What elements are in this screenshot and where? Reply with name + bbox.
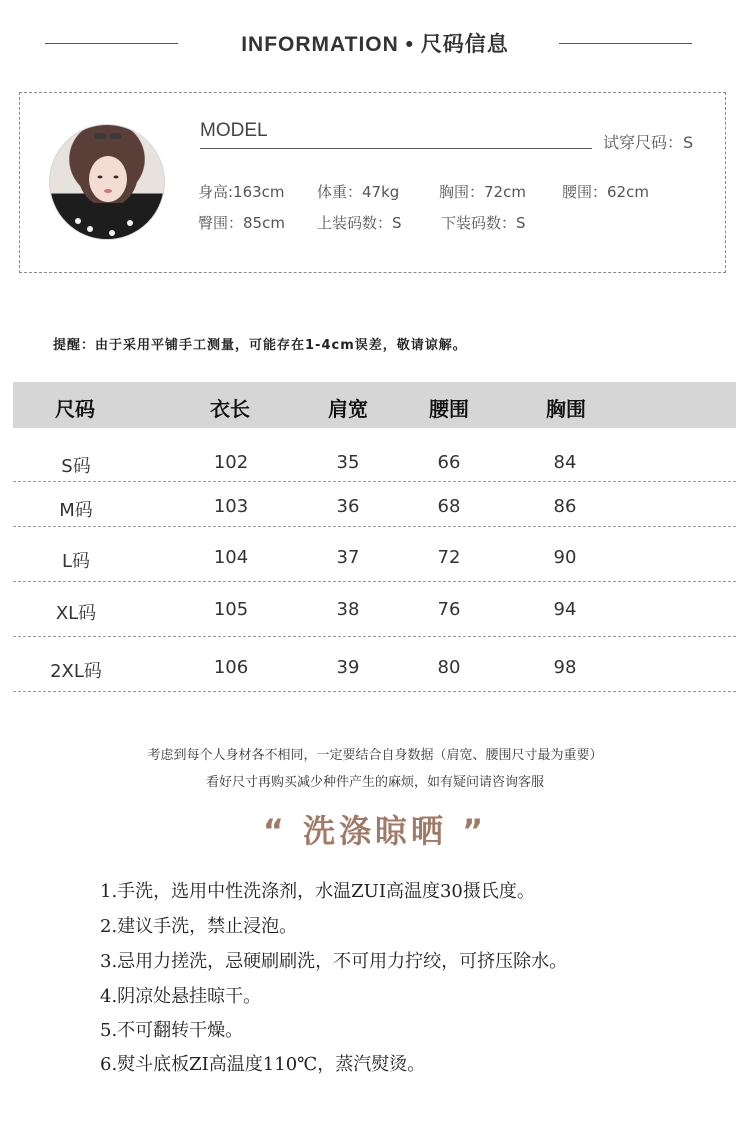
model-bottom-size: 下装码数：S bbox=[441, 214, 526, 232]
table-header-waist: 腰围 bbox=[429, 397, 469, 421]
table-cell-size: 2XL码 bbox=[50, 661, 102, 682]
table-cell-bust: 84 bbox=[553, 452, 577, 473]
table-cell-bust: 90 bbox=[553, 547, 577, 568]
model-hip: 臀围：85cm bbox=[198, 214, 285, 232]
table-cell-shoulder: 37 bbox=[336, 547, 360, 568]
size-tip-line-1: 考虑到每个人身材各不相同，一定要结合自身数据（肩宽、腰围尺寸最为重要） bbox=[147, 748, 603, 763]
table-cell-waist: 80 bbox=[437, 657, 461, 678]
table-cell-length: 103 bbox=[213, 496, 249, 517]
care-item: 4.阴凉处悬挂晾干。 bbox=[100, 986, 262, 1007]
model-label: MODEL bbox=[200, 120, 268, 141]
model-bust: 胸围：72cm bbox=[439, 183, 526, 201]
model-top-size: 上装码数：S bbox=[317, 214, 402, 232]
table-cell-shoulder: 35 bbox=[336, 452, 360, 473]
table-cell-size: S码 bbox=[61, 456, 91, 477]
header-divider-right bbox=[559, 43, 692, 44]
measurement-note: 提醒：由于采用平铺手工测量，可能存在1-4cm误差，敬请谅解。 bbox=[53, 338, 467, 353]
table-cell-size: M码 bbox=[59, 500, 93, 521]
table-cell-waist: 66 bbox=[437, 452, 461, 473]
care-item: 3.忌用力搓洗，忌硬刷刷洗，不可用力拧绞，可挤压除水。 bbox=[100, 951, 568, 972]
care-item: 2.建议手洗，禁止浸泡。 bbox=[100, 916, 298, 937]
care-item: 6.熨斗底板ZI高温度110℃，蒸汽熨烫。 bbox=[100, 1054, 426, 1075]
table-row-divider bbox=[13, 691, 736, 692]
table-row-divider bbox=[13, 581, 736, 582]
table-cell-shoulder: 38 bbox=[336, 599, 360, 620]
model-avatar bbox=[49, 124, 165, 240]
table-cell-size: L码 bbox=[61, 551, 91, 572]
table-cell-bust: 94 bbox=[553, 599, 577, 620]
size-tip-line-2: 看好尺寸再购买减少种件产生的麻烦，如有疑问请咨询客服 bbox=[205, 775, 544, 790]
trial-size: 试穿尺码：S bbox=[603, 133, 694, 152]
table-header-bust: 胸围 bbox=[546, 397, 586, 421]
page-title: INFORMATION • 尺码信息 bbox=[241, 33, 509, 56]
table-cell-waist: 72 bbox=[437, 547, 461, 568]
care-item: 5.不可翻转干燥。 bbox=[100, 1020, 244, 1041]
model-underline bbox=[200, 148, 592, 149]
model-weight: 体重：47kg bbox=[317, 183, 400, 201]
table-cell-length: 102 bbox=[213, 452, 249, 473]
table-cell-bust: 98 bbox=[553, 657, 577, 678]
wash-care-title: “ 洗涤晾晒 ” bbox=[262, 812, 488, 850]
table-cell-waist: 76 bbox=[437, 599, 461, 620]
table-cell-bust: 86 bbox=[553, 496, 577, 517]
table-cell-length: 105 bbox=[213, 599, 249, 620]
table-row-divider bbox=[13, 526, 736, 527]
table-header-size: 尺码 bbox=[55, 397, 95, 421]
model-height: 身高:163cm bbox=[198, 183, 285, 201]
table-row-divider bbox=[13, 481, 736, 482]
table-cell-shoulder: 36 bbox=[336, 496, 360, 517]
table-cell-shoulder: 39 bbox=[336, 657, 360, 678]
table-cell-length: 106 bbox=[213, 657, 249, 678]
table-header-length: 衣长 bbox=[210, 397, 250, 421]
model-waist: 腰围：62cm bbox=[562, 183, 649, 201]
table-cell-waist: 68 bbox=[437, 496, 461, 517]
table-header-shoulder: 肩宽 bbox=[328, 397, 368, 421]
care-item: 1.手洗，选用中性洗涤剂，水温ZUI高温度30摄氏度。 bbox=[100, 881, 535, 902]
table-row-divider bbox=[13, 636, 736, 637]
table-cell-size: XL码 bbox=[55, 603, 97, 624]
table-cell-length: 104 bbox=[213, 547, 249, 568]
